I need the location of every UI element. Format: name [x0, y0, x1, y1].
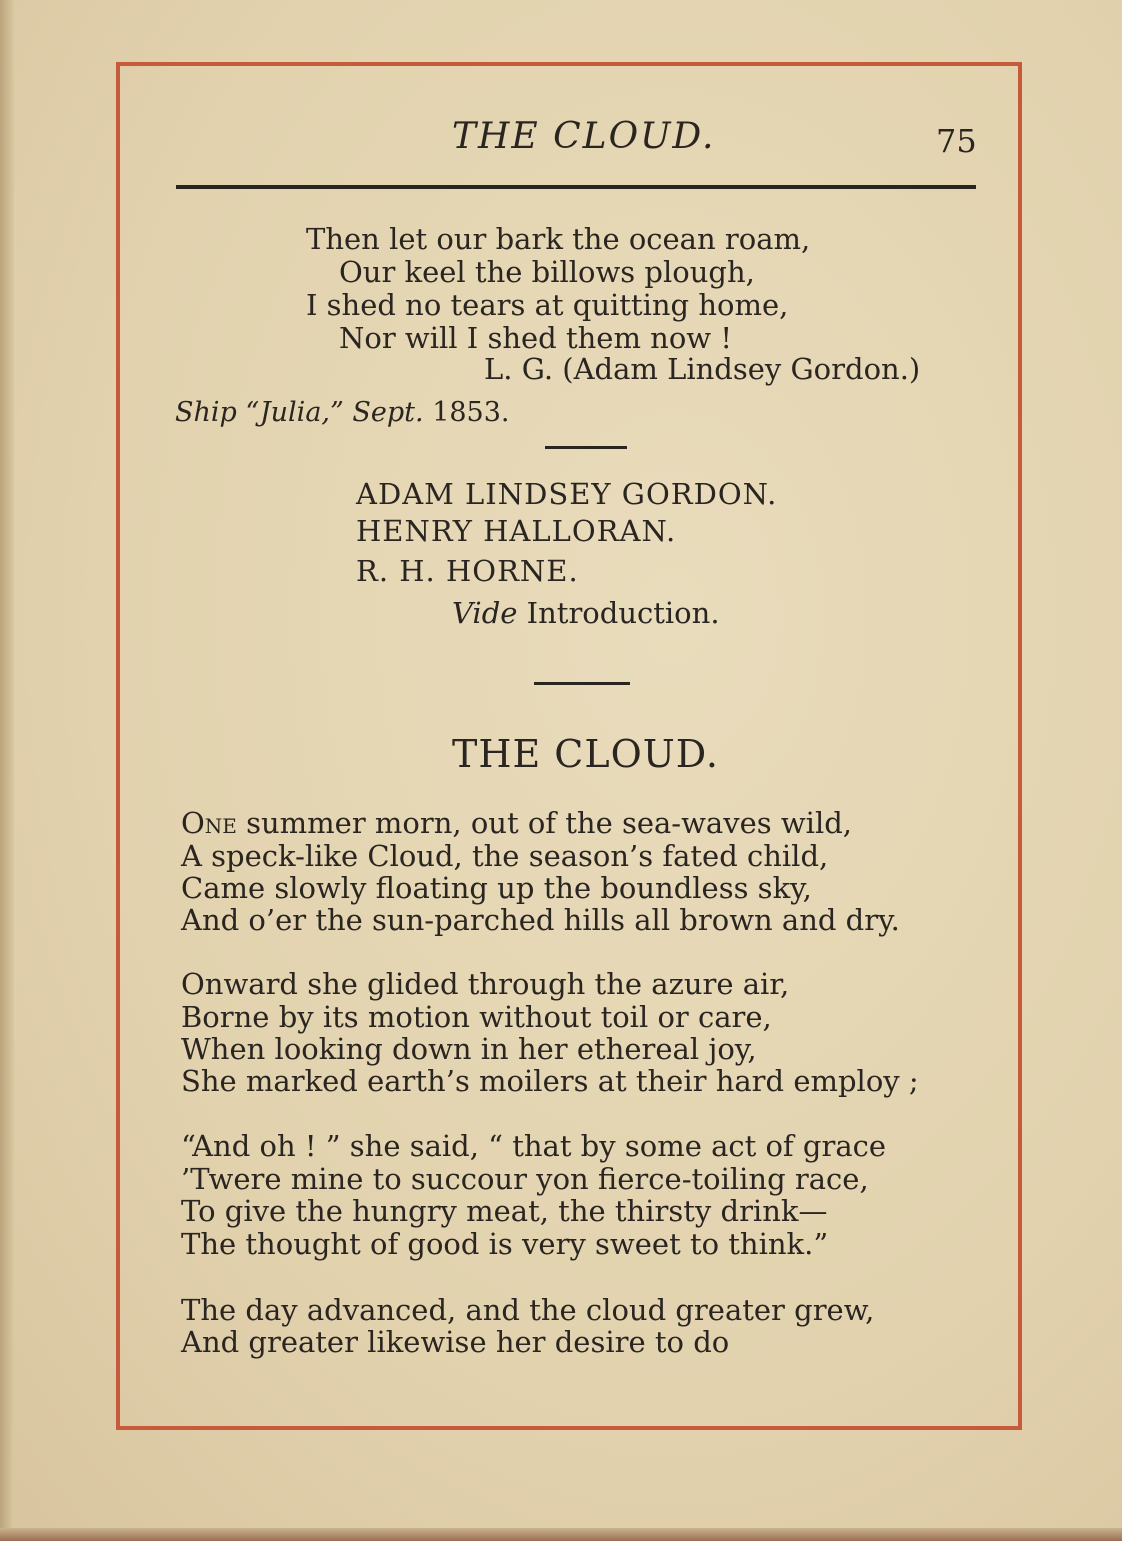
prior-poem-line: I shed no tears at quitting home, [306, 288, 789, 322]
poem-line: And greater likewise her desire to do [181, 1325, 730, 1359]
poem-line: ’Twere mine to succour yon fierce-toiling race, [181, 1162, 869, 1196]
vide-word: Vide [452, 596, 518, 630]
poem-line: And o’er the sun-parched hills all brown and dry. [181, 903, 900, 937]
poem-line: When looking down in her ethereal joy, [181, 1032, 757, 1066]
note-name: ADAM LINDSEY GORDON. [356, 477, 778, 511]
poem-line: She marked earth’s moilers at their hard employ ; [181, 1064, 919, 1098]
poem-line-text: summer morn, out of the sea-waves wild, [236, 806, 853, 840]
poem-line: The thought of good is very sweet to think.” [181, 1227, 829, 1261]
poem-line: A speck-like Cloud, the season’s fated child, [181, 839, 829, 873]
prior-poem-line: Nor will I shed them now ! [339, 321, 733, 355]
vide-rest: Introduction. [517, 596, 720, 630]
dateline [175, 397, 509, 428]
poem-line: Borne by its motion without toil or care, [181, 1000, 772, 1034]
author-signature: L. G. (Adam Lindsey Gordon.) [484, 352, 921, 386]
running-head-title: THE CLOUD. [452, 116, 716, 157]
poem-line: The day advanced, and the cloud greater grew, [181, 1293, 875, 1327]
note-name: R. H. HORNE. [356, 554, 579, 588]
dateline-month: Sept. [352, 397, 424, 428]
vide-note [452, 596, 720, 630]
book-spine-shadow [0, 0, 14, 1541]
poem-first-word: One [181, 806, 237, 840]
poem-line: Came slowly floating up the boundless sky, [181, 871, 812, 905]
prior-poem-line: Then let our bark the ocean roam, [306, 222, 811, 256]
poem-title: THE CLOUD. [452, 732, 719, 776]
note-name: HENRY HALLORAN. [356, 514, 677, 548]
header-rule [176, 185, 976, 189]
poem-line: To give the hungry meat, the thirsty drink— [181, 1194, 828, 1228]
page-number: 75 [936, 122, 977, 160]
prior-poem-line: Our keel the billows plough, [339, 255, 755, 289]
dateline-ship-name: “Julia,” [245, 397, 344, 428]
section-divider [545, 446, 627, 449]
poem-line [181, 806, 852, 840]
poem-line: “And oh ! ” she said, “ that by some act of grace [181, 1129, 887, 1163]
page-bottom-edge [0, 1528, 1122, 1541]
dateline-ship: Ship [175, 397, 237, 428]
dateline-year: 1853. [432, 397, 510, 428]
poem-line: Onward she glided through the azure air, [181, 967, 790, 1001]
section-divider [534, 682, 630, 685]
